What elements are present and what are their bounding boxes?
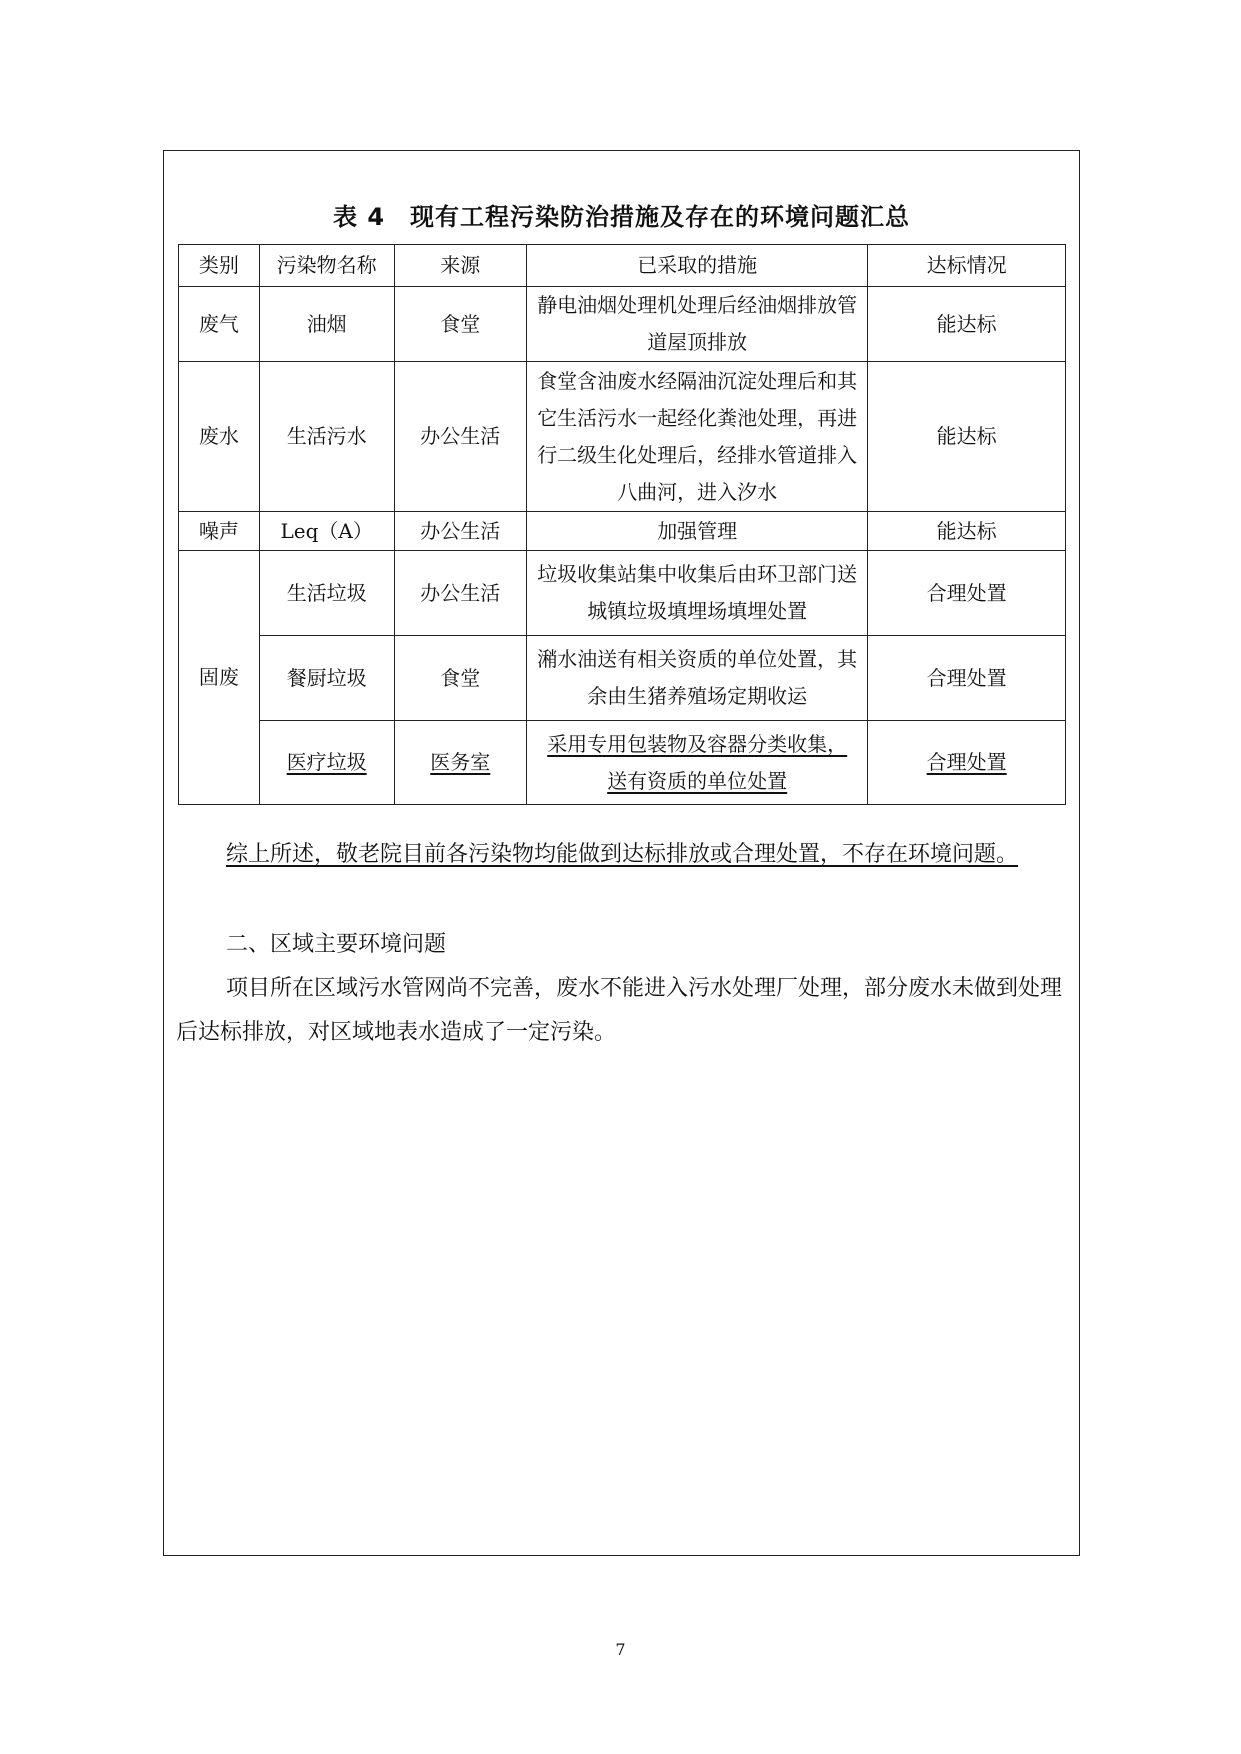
pollution-summary-table <box>178 244 1066 805</box>
cell-measure: 静电油烟处理机处理后经油烟排放管道屋顶排放 <box>527 287 868 362</box>
cell-status: 能达标 <box>868 287 1066 362</box>
cell-category: 废气 <box>179 287 260 362</box>
summary-paragraph <box>176 833 1076 877</box>
table-header-row <box>179 245 1066 287</box>
header-status: 达标情况 <box>868 245 1066 287</box>
table-row <box>179 551 1066 636</box>
header-category: 类别 <box>179 245 260 287</box>
measure-line-1: 采用专用包装物及容器分类收集， <box>547 731 848 756</box>
table-row <box>179 287 1066 362</box>
cell-source: 食堂 <box>394 636 526 721</box>
table-row <box>179 512 1066 551</box>
status-text: 合理处置 <box>926 750 1007 774</box>
content-frame <box>163 150 1080 1556</box>
cell-pollutant: 油烟 <box>259 287 394 362</box>
cell-pollutant: 生活垃圾 <box>259 551 394 636</box>
cell-status: 能达标 <box>868 362 1066 512</box>
cell-pollutant: 餐厨垃圾 <box>259 636 394 721</box>
cell-source: 办公生活 <box>394 551 526 636</box>
cell-source: 办公生活 <box>394 362 526 512</box>
cell-category: 固废 <box>179 551 260 805</box>
cell-pollutant: Leq（A） <box>259 512 394 551</box>
cell-measure: 加强管理 <box>527 512 868 551</box>
measure-line-2: 送有资质的单位处置 <box>607 768 788 793</box>
cell-source: 食堂 <box>394 287 526 362</box>
cell-category: 噪声 <box>179 512 260 551</box>
header-pollutant: 污染物名称 <box>259 245 394 287</box>
cell-measure <box>527 721 868 805</box>
table-row <box>179 636 1066 721</box>
cell-pollutant: 生活污水 <box>259 362 394 512</box>
table-row <box>179 362 1066 512</box>
source-text: 医务室 <box>430 750 491 774</box>
cell-measure: 垃圾收集站集中收集后由环卫部门送城镇垃圾填埋场填埋处置 <box>527 551 868 636</box>
table-row <box>179 721 1066 805</box>
section-body-paragraph: 项目所在区域污水管网尚不完善，废水不能进入污水处理厂处理，部分废水未做到处理后达标排放，对区域地表水造成了一定污染。 <box>176 976 1063 1045</box>
cell-status: 合理处置 <box>868 551 1066 636</box>
pollutant-text: 医疗垃圾 <box>286 750 367 774</box>
table-title: 表 4 现有工程污染防治措施及存在的环境问题汇总 <box>332 203 911 231</box>
cell-status <box>868 721 1066 805</box>
header-measure: 已采取的措施 <box>527 245 868 287</box>
cell-status: 能达标 <box>868 512 1066 551</box>
cell-source: 办公生活 <box>394 512 526 551</box>
cell-status: 合理处置 <box>868 636 1066 721</box>
cell-category: 废水 <box>179 362 260 512</box>
header-source: 来源 <box>394 245 526 287</box>
section-heading: 二、区域主要环境问题 <box>226 932 447 957</box>
page-number: 7 <box>615 1640 626 1659</box>
cell-measure: 食堂含油废水经隔油沉淀处理后和其它生活污水一起经化粪池处理，再进行二级生化处理后，经排水管道排入八曲河，进入汐水 <box>527 362 868 512</box>
cell-measure: 潲水油送有相关资质的单位处置，其余由生猪养殖场定期收运 <box>527 636 868 721</box>
summary-text: 综上所述，敬老院目前各污染物均能做到达标排放或合理处置，不存在环境问题。 <box>226 842 1019 867</box>
cell-source <box>394 721 526 805</box>
cell-pollutant <box>259 721 394 805</box>
